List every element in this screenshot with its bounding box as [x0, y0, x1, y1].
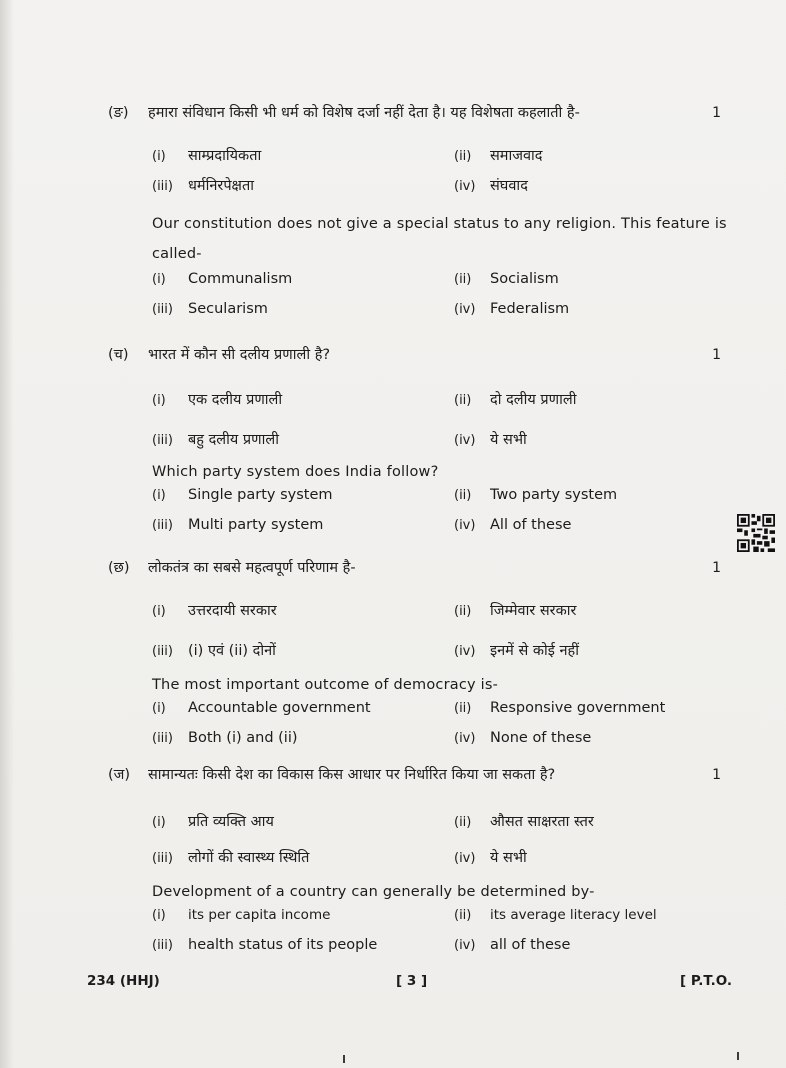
option-ii: (ii) Socialism: [454, 271, 559, 287]
option-row: [108, 907, 733, 937]
question-label: (च): [108, 347, 129, 363]
option-ii: (ii) औसत साक्षरता स्तर: [454, 814, 594, 830]
option-row: [108, 730, 733, 760]
option-i: (i) its per capita income: [152, 907, 331, 923]
option-row: [108, 487, 733, 517]
option-i: (i) Single party system: [152, 487, 333, 503]
option-row: [108, 937, 733, 967]
option-i: (i) उत्तरदायी सरकार: [152, 603, 277, 619]
question-hindi-text: हमारा संविधान किसी भी धर्म को विशेष दर्जा नहीं देता है। यह विशेषता कहलाती है-: [148, 105, 580, 121]
option-ii: (ii) its average literacy level: [454, 907, 657, 923]
scan-mark: [737, 1052, 739, 1060]
question-nga: [108, 103, 733, 331]
option-row: [108, 389, 733, 429]
option-iii: (iii) health status of its people: [152, 937, 378, 953]
question-hindi-line: [108, 558, 733, 578]
option-iii: (iii) बहु दलीय प्रणाली: [152, 432, 279, 448]
question-hindi-line: [108, 765, 733, 785]
option-i: (i) Communalism: [152, 271, 293, 287]
option-ii: (ii) समाजवाद: [454, 148, 543, 164]
option-iv: (iv) all of these: [454, 937, 571, 953]
option-iv: (iv) संघवाद: [454, 178, 528, 194]
option-ii: (ii) दो दलीय प्रणाली: [454, 392, 577, 408]
question-mark: 1: [712, 347, 721, 363]
option-iii: (iii) Both (i) and (ii): [152, 730, 298, 746]
question-english-text: The most important outcome of democracy is-: [152, 677, 499, 693]
option-iv: (iv) ये सभी: [454, 432, 527, 448]
question-mark: 1: [712, 767, 721, 783]
option-ii: (ii) Responsive government: [454, 700, 666, 716]
question-hindi-line: [108, 103, 733, 123]
option-iii: (iii) धर्मनिरपेक्षता: [152, 178, 254, 194]
question-label: (ज): [108, 767, 131, 783]
option-i: (i) एक दलीय प्रणाली: [152, 392, 283, 408]
option-iii: (iii) Multi party system: [152, 517, 324, 533]
question-hindi-text: सामान्यतः किसी देश का विकास किस आधार पर निर्धारित किया जा सकता है?: [148, 767, 556, 783]
option-iv: (iv) इनमें से कोई नहीं: [454, 643, 579, 659]
question-hindi-text: भारत में कौन सी दलीय प्रणाली है?: [148, 347, 331, 363]
question-english-text: Our constitution does not give a special status to any religion. This feature is called-: [152, 216, 727, 262]
option-row: [108, 175, 733, 205]
option-row: [108, 700, 733, 730]
option-iv: (iv) ये सभी: [454, 850, 527, 866]
option-iii: (iii) (i) एवं (ii) दोनों: [152, 643, 276, 659]
option-row: [108, 271, 733, 301]
question-chha: [108, 558, 733, 760]
question-english-text: Development of a country can generally be determined by-: [152, 884, 595, 900]
question-label: (ङ): [108, 105, 129, 121]
option-iii: (iii) लोगों की स्वास्थ्य स्थिति: [152, 850, 310, 866]
paper-code: 234 (HHJ): [87, 973, 160, 989]
question-english-text: Which party system does India follow?: [152, 464, 439, 480]
option-row: [108, 640, 733, 670]
option-iii: (iii) Secularism: [152, 301, 268, 317]
question-ja: [108, 765, 733, 967]
question-hindi-line: [108, 345, 733, 365]
option-row: [108, 847, 733, 877]
option-row: [108, 811, 733, 847]
option-i: (i) प्रति व्यक्ति आय: [152, 814, 274, 830]
qr-code-icon: [737, 514, 775, 552]
option-row: [108, 429, 733, 457]
option-iv: (iv) None of these: [454, 730, 592, 746]
option-row: [108, 600, 733, 640]
pto-label: [ P.T.O.: [680, 973, 733, 989]
option-row: [108, 517, 733, 547]
option-row: [108, 301, 733, 331]
option-ii: (ii) Two party system: [454, 487, 618, 503]
question-label: (छ): [108, 560, 130, 576]
question-mark: 1: [712, 105, 721, 121]
question-hindi-text: लोकतंत्र का सबसे महत्वपूर्ण परिणाम है-: [148, 560, 356, 576]
page-number: [ 3 ]: [396, 973, 428, 989]
option-i: (i) Accountable government: [152, 700, 371, 716]
option-ii: (ii) जिम्मेवार सरकार: [454, 603, 577, 619]
scan-mark: [343, 1055, 345, 1063]
option-iv: (iv) Federalism: [454, 301, 570, 317]
option-iv: (iv) All of these: [454, 517, 572, 533]
question-cha: [108, 345, 733, 547]
option-row: [108, 145, 733, 175]
page-edge-shadow: [0, 0, 14, 1068]
question-mark: 1: [712, 560, 721, 576]
option-i: (i) साम्प्रदायिकता: [152, 148, 262, 164]
